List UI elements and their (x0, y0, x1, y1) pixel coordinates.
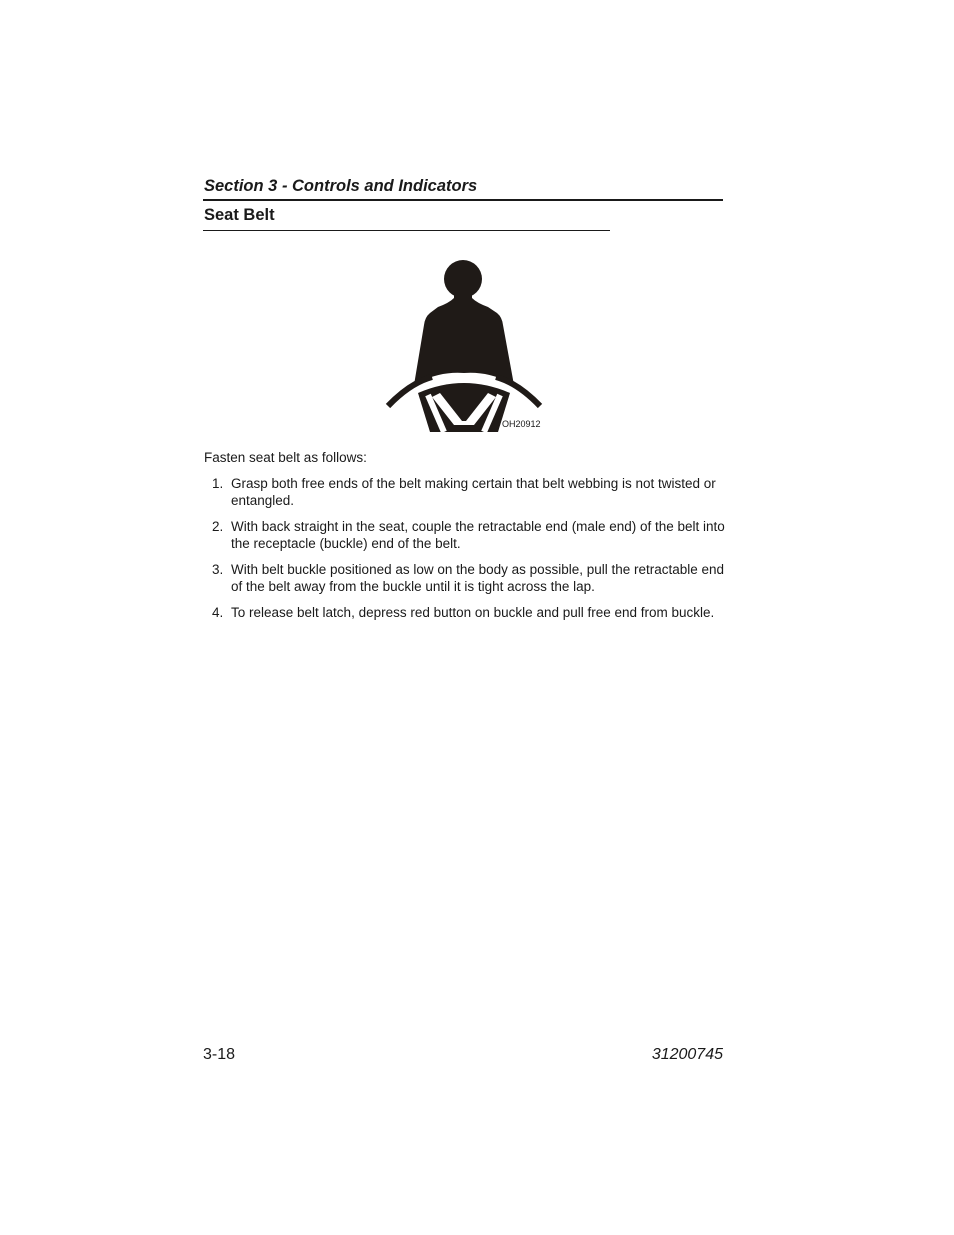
step-text: With back straight in the seat, couple the retractable end (male end) of the belt into the receptacle (buckle) end of the belt. (231, 519, 725, 551)
section-title: Section 3 - Controls and Indicators (204, 177, 478, 195)
step-text: With belt buckle positioned as low on the body as possible, pull the retractable end of the belt away from the buckle until it is tight across the lap. (231, 562, 725, 594)
list-item (204, 518, 734, 552)
list-item (204, 604, 734, 621)
step-text: To release belt latch, depress red button on buckle and pull free end from buckle. (231, 605, 715, 620)
subsection-divider (203, 230, 610, 231)
step-text: Grasp both free ends of the belt making certain that belt webbing is not twisted or entangled. (231, 476, 716, 508)
document-number: 31200745 (651, 1046, 723, 1063)
figure-id-label: OH20912 (502, 419, 541, 429)
page-number: 3-18 (203, 1046, 236, 1063)
step-number: 2. (212, 519, 224, 534)
list-item (204, 475, 734, 509)
list-item (204, 561, 734, 595)
section-divider (203, 199, 723, 201)
step-number: 4. (212, 605, 224, 620)
instruction-list (204, 475, 734, 630)
step-number: 1. (212, 476, 224, 491)
subsection-title: Seat Belt (204, 206, 275, 224)
intro-text: Fasten seat belt as follows: (204, 450, 367, 465)
seat-belt-icon (380, 255, 550, 435)
seat-belt-figure (380, 255, 550, 435)
step-number: 3. (212, 562, 224, 577)
